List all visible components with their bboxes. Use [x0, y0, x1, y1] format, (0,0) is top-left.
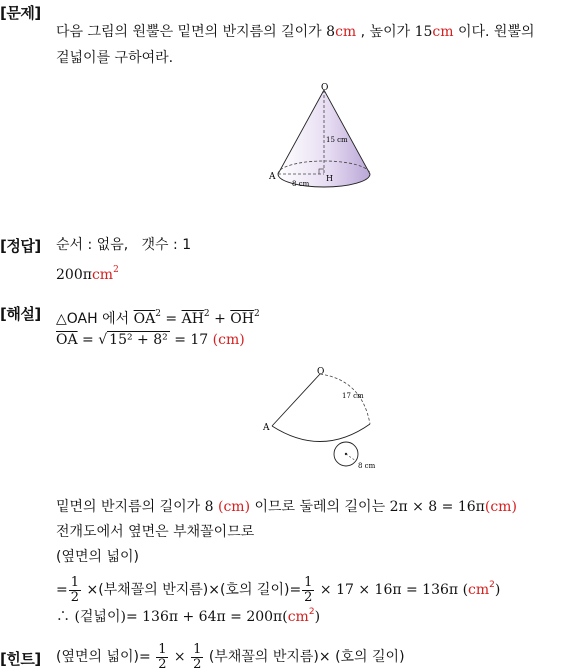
answer-order: 순서 : 없음, — [56, 237, 129, 253]
fraction-half: $\frac{1}{2}$ — [70, 574, 80, 605]
net-label-slant: 17 cm — [342, 392, 364, 400]
solution-line-2: $\overline{OA}$ = √ 15² + 8² = 17 (cm) — [56, 332, 245, 348]
oa-value: = 17 — [174, 332, 209, 348]
height-unit: cm — [432, 24, 454, 40]
radius-value: 8 — [326, 24, 336, 40]
sqrt-content: 15² + 8² — [109, 332, 168, 348]
label-height: 15 cm — [326, 136, 348, 144]
cone-figure — [262, 80, 382, 192]
height-value: 15 — [414, 24, 433, 40]
label-o: O — [321, 83, 329, 93]
hint-fraction: $\frac{1}{2}$ — [193, 641, 202, 672]
hint-fraction: $\frac{1}{2}$ — [158, 641, 167, 672]
answer-value: 200π — [56, 267, 92, 283]
solution-line-4: 전개도에서 옆면은 부채꼴이므로 — [56, 524, 255, 540]
seg-oa: $\overline{OA}$ — [133, 311, 156, 327]
problem-line-2: 겉넓이를 구하여라. — [56, 50, 174, 66]
problem-text-a: 다음 그림의 원뿔은 밑면의 반지름의 길이가 — [56, 24, 322, 40]
net-arc — [272, 424, 370, 442]
seg-ah: $\overline{AH}$ — [181, 311, 204, 327]
answer-unit: cm — [91, 267, 114, 283]
label-h: H — [326, 174, 333, 183]
answer-value-line — [56, 260, 119, 285]
label-radius: 8 cm — [292, 180, 310, 188]
solution-line-7: ∴ (겉넓이)= $136\pi + 64\pi = 200\pi(cm^2)$ — [56, 607, 321, 625]
solution-triangle-text: △OAH 에서 — [56, 311, 130, 327]
net-figure — [258, 362, 388, 474]
fraction-half: $\frac{1}{2}$ — [304, 574, 313, 605]
net-label-a: A — [263, 423, 270, 433]
answer-line-1 — [56, 235, 191, 255]
answer-count: 갯수 : 1 — [141, 237, 192, 253]
net-label-radius: 8 cm — [358, 462, 376, 470]
solution-line-5: (옆면의 넓이) — [56, 549, 139, 565]
problem-line-1 — [56, 22, 535, 42]
net-base-radius — [346, 454, 356, 461]
seg-oh: $\overline{OH}$ — [230, 311, 254, 327]
solution-line-3: 밑면의 반지름의 길이가 8 (cm) 이므로 둘레의 길이는 2π × 8 = 16π(cm) — [56, 499, 517, 515]
net-label-o: O — [317, 367, 325, 377]
problem-label: [문제] — [0, 4, 41, 22]
solution-line-6: = $\frac{1}{2}$ ×(부채꼴의 반지름)×(호의 길이)= $\frac{1}{2}$ × 17 × 16π = 136π $(cm^2)$ — [56, 574, 501, 605]
hint-label: [힌트] — [0, 650, 41, 668]
problem-text-c: 이다. 원뿔의 — [457, 24, 535, 40]
hint-line: (옆면의 넓이)= $\frac{1}{2}$ × $\frac{1}{2}$ (부채꼴의 반지름)× (호의 길이) — [56, 641, 405, 672]
answer-label: [정답] — [0, 237, 41, 255]
radius-unit: cm — [335, 24, 357, 40]
problem-text-b: , 높이가 — [360, 24, 411, 40]
answer-exp: 2 — [113, 265, 119, 275]
solution-label: [해설] — [0, 305, 41, 323]
solution-line-1: △OAH 에서 $\overline{OA}^2 = \overline{AH}^2 + \overline{OH}^2$ — [56, 309, 260, 327]
label-a: A — [269, 172, 276, 182]
net-radius-line — [272, 374, 320, 426]
sqrt-symbol: √ — [98, 332, 108, 348]
